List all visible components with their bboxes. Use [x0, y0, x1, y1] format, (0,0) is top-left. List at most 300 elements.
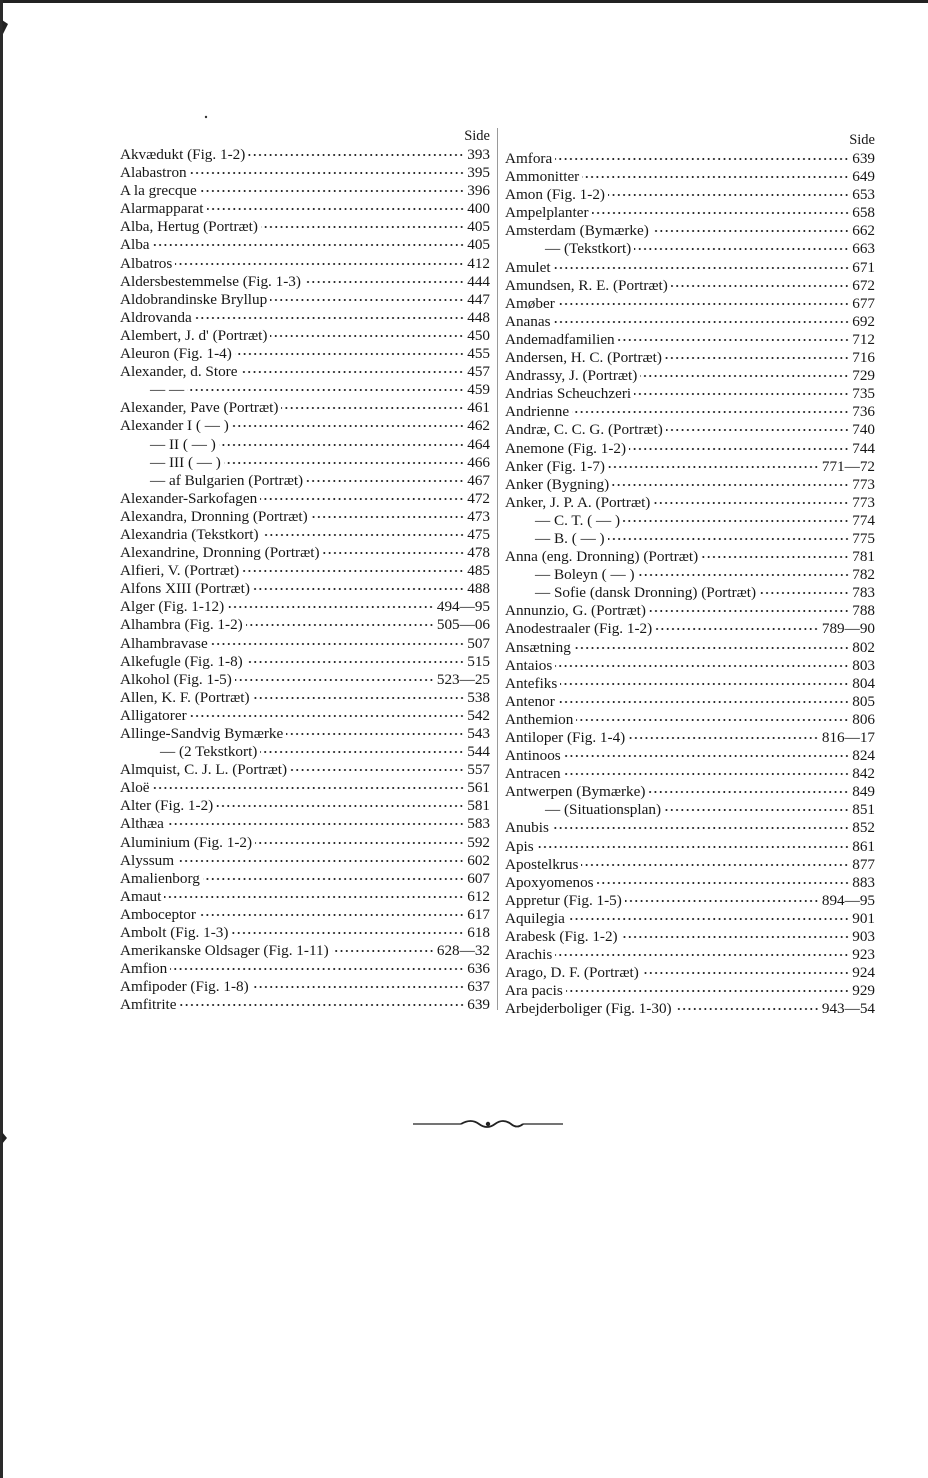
- entry-name: — —: [150, 381, 185, 399]
- entry-name: Amboceptor: [120, 905, 196, 923]
- entry-page: 943—54: [821, 1000, 875, 1018]
- index-entry: [505, 729, 875, 747]
- entry-page: 583: [467, 815, 490, 833]
- entry-page: 662: [852, 222, 875, 240]
- entry-name: Aleuron (Fig. 1-4): [120, 345, 232, 363]
- dot-leader: [628, 737, 819, 739]
- index-entry: [505, 747, 875, 765]
- index-entry: [120, 598, 490, 616]
- right-column: [505, 130, 875, 1019]
- entry-page: 467: [467, 471, 490, 489]
- index-entry: [120, 852, 490, 870]
- index-entry: [120, 345, 490, 363]
- entry-page: 464: [467, 435, 490, 453]
- entry-page: 923: [852, 946, 875, 964]
- entry-page: 894—95: [821, 891, 875, 909]
- index-entry: [120, 924, 490, 942]
- dot-leader: [235, 679, 434, 681]
- index-entry: [505, 168, 875, 186]
- index-entry: [505, 765, 875, 783]
- index-entry: [505, 331, 875, 349]
- entry-name: Alkefugle (Fig. 1-8): [120, 652, 243, 670]
- left-column: [120, 126, 490, 1015]
- dot-leader: [537, 846, 850, 848]
- dot-leader: [612, 484, 849, 486]
- entry-name: Appretur (Fig. 1-5): [505, 891, 622, 909]
- dot-leader: [554, 321, 850, 323]
- entry-page: 716: [852, 349, 875, 367]
- dot-leader: [608, 194, 849, 196]
- index-entry: [120, 653, 490, 671]
- entry-page: 663: [852, 240, 875, 258]
- index-entry: [505, 946, 875, 964]
- index-entry: [120, 580, 490, 598]
- index-entry: [505, 277, 875, 295]
- index-entry: [505, 675, 875, 693]
- dot-leader: [592, 212, 850, 214]
- entry-name: — Boleyn ( — ): [535, 566, 635, 584]
- entry-page: 461: [467, 399, 490, 417]
- entry-name: Apoxyomenos: [505, 873, 594, 891]
- dot-leader: [759, 592, 849, 594]
- dot-leader: [332, 950, 434, 952]
- dot-leader: [558, 701, 849, 703]
- entry-name: Amulet: [505, 258, 551, 276]
- index-entry: [120, 236, 490, 254]
- entry-page: 773: [852, 493, 875, 511]
- index-entry: [120, 309, 490, 327]
- index-entry: [505, 1000, 875, 1018]
- entry-name: Antinoos: [505, 747, 561, 765]
- dot-leader: [270, 335, 464, 337]
- entry-page: 455: [467, 345, 490, 363]
- index-entry: [505, 566, 875, 584]
- entry-page: 775: [852, 529, 875, 547]
- dot-leader: [153, 787, 465, 789]
- entry-page: 805: [852, 692, 875, 710]
- dot-leader: [701, 556, 849, 558]
- index-entry: [505, 584, 875, 602]
- dot-leader: [195, 317, 465, 319]
- entry-page: 448: [467, 308, 490, 326]
- entry-name: Alhambravase: [120, 634, 208, 652]
- entry-name: Alarmapparat: [120, 200, 204, 218]
- entry-page: 636: [467, 960, 490, 978]
- dot-leader: [664, 809, 849, 811]
- dot-leader: [260, 751, 464, 753]
- dot-leader: [581, 864, 849, 866]
- entry-name: Ananas: [505, 312, 551, 330]
- entry-name: Aldobrandinske Bryllup: [120, 290, 268, 308]
- dot-leader: [227, 606, 434, 608]
- entry-page: 877: [852, 855, 875, 873]
- entry-page: 472: [467, 489, 490, 507]
- entry-name: Ammonitter: [505, 168, 580, 186]
- entry-page: 852: [852, 819, 875, 837]
- entry-name: Alfieri, V. (Portræt): [120, 562, 240, 580]
- dot-leader: [232, 425, 464, 427]
- index-entry: [505, 892, 875, 910]
- entry-page: 774: [852, 511, 875, 529]
- entry-page: 405: [467, 218, 490, 236]
- entry-name: — af Bulgarien (Portræt): [150, 471, 304, 489]
- dot-leader: [675, 1008, 819, 1010]
- dot-leader: [164, 896, 464, 898]
- index-entry: [120, 978, 490, 996]
- index-entry: [120, 327, 490, 345]
- entry-page: 396: [467, 182, 490, 200]
- dot-leader: [608, 538, 850, 540]
- entry-page: 744: [852, 439, 875, 457]
- index-entry: [505, 367, 875, 385]
- entry-name: Andræ, C. C. G. (Portræt): [505, 421, 663, 439]
- index-entry: [120, 671, 490, 689]
- dot-leader: [640, 375, 849, 377]
- index-entry: [120, 399, 490, 417]
- dot-leader: [187, 389, 464, 391]
- entry-name: Alexandrine, Dronning (Portræt): [120, 544, 320, 562]
- entry-name: Alkohol (Fig. 1-5): [120, 670, 232, 688]
- entry-page: 400: [467, 200, 490, 218]
- end-ornament: [413, 1117, 563, 1131]
- entry-page: 618: [467, 924, 490, 942]
- dot-leader: [286, 733, 464, 735]
- left-entry-list: [120, 146, 490, 1015]
- entry-page: 412: [467, 254, 490, 272]
- index-entry: [120, 562, 490, 580]
- index-entry: [120, 454, 490, 472]
- dot-leader: [638, 574, 850, 576]
- entry-page: 804: [852, 674, 875, 692]
- dot-leader: [253, 588, 464, 590]
- dot-leader: [554, 267, 850, 269]
- index-entry: [120, 472, 490, 490]
- entry-name: Arabesk (Fig. 1-2): [505, 928, 618, 946]
- index-entry: [120, 255, 490, 273]
- dot-leader: [572, 411, 849, 413]
- entry-page: 505—06: [436, 616, 490, 634]
- entry-page: 802: [852, 638, 875, 656]
- index-entry: [505, 458, 875, 476]
- index-entry: [505, 313, 875, 331]
- index-entry: [505, 838, 875, 856]
- entry-page: 542: [467, 706, 490, 724]
- dot-leader: [190, 172, 465, 174]
- entry-page: 903: [852, 928, 875, 946]
- entry-page: 507: [467, 634, 490, 652]
- dot-leader: [649, 610, 849, 612]
- index-entry: [120, 417, 490, 435]
- entry-page: 457: [467, 363, 490, 381]
- dot-leader: [625, 900, 819, 902]
- dot-leader: [246, 661, 464, 663]
- entry-name: Albatros: [120, 254, 173, 272]
- entry-name: Annunzio, G. (Portræt): [505, 602, 646, 620]
- index-entry: [120, 273, 490, 291]
- entry-page: 861: [852, 837, 875, 855]
- entry-page: 515: [467, 652, 490, 670]
- dot-leader: [618, 339, 850, 341]
- dot-leader: [290, 769, 464, 771]
- index-entry: [505, 783, 875, 801]
- index-entry: [505, 349, 875, 367]
- index-entry: [120, 870, 490, 888]
- index-entry: [505, 693, 875, 711]
- entry-name: Andrias Scheuchzeri: [505, 385, 632, 403]
- index-entry: [505, 512, 875, 530]
- index-entry: [505, 620, 875, 638]
- index-entry: [505, 711, 875, 729]
- entry-name: Allinge-Sandvig Bymærke: [120, 725, 284, 742]
- entry-name: Alexander I ( — ): [120, 417, 229, 435]
- entry-page: 637: [467, 978, 490, 996]
- entry-page: 639: [467, 996, 490, 1014]
- dot-leader: [574, 647, 849, 649]
- dot-leader: [248, 154, 464, 156]
- dot-leader: [177, 860, 464, 862]
- dot-leader: [655, 628, 819, 630]
- entry-name: Althæa: [120, 815, 164, 833]
- entry-name: Alger (Fig. 1-12): [120, 598, 225, 616]
- index-entry: [505, 186, 875, 204]
- index-entry: [120, 544, 490, 562]
- entry-page: 602: [467, 851, 490, 869]
- dot-leader: [671, 285, 849, 287]
- index-entry: [120, 761, 490, 779]
- dot-leader: [623, 520, 849, 522]
- entry-page: 617: [467, 905, 490, 923]
- dot-leader: [270, 299, 464, 301]
- entry-name: Andersen, H. C. (Portræt): [505, 349, 662, 367]
- index-entry: [120, 381, 490, 399]
- entry-page: 444: [467, 272, 490, 290]
- index-entry: [120, 960, 490, 978]
- dot-leader: [555, 954, 849, 956]
- entry-page: 677: [852, 294, 875, 312]
- dot-leader: [252, 986, 465, 988]
- entry-page: 395: [467, 164, 490, 182]
- entry-page: 782: [852, 566, 875, 584]
- index-entry: [505, 240, 875, 258]
- entry-page: 816—17: [821, 729, 875, 746]
- dot-leader: [231, 932, 464, 934]
- entry-name: Akvædukt (Fig. 1-2): [120, 146, 246, 163]
- side-label: Side: [849, 132, 875, 148]
- dot-leader: [652, 230, 849, 232]
- entry-page: 612: [467, 887, 490, 905]
- dot-leader: [634, 248, 849, 250]
- dot-leader: [648, 791, 849, 793]
- dot-leader: [634, 393, 849, 395]
- entry-name: Alexander, Pave (Portræt): [120, 399, 279, 417]
- dot-leader: [246, 624, 434, 626]
- entry-name: Aquilegia: [505, 909, 565, 927]
- index-entry: [505, 928, 875, 946]
- entry-name: Arbejderboliger (Fig. 1-30): [505, 1000, 672, 1018]
- index-entry: [505, 385, 875, 403]
- dot-leader: [216, 805, 464, 807]
- entry-name: — B. ( — ): [535, 529, 605, 547]
- index-entry: [505, 440, 875, 458]
- entry-page: 712: [852, 330, 875, 348]
- dot-leader: [621, 936, 850, 938]
- index-entry: [505, 910, 875, 928]
- index-entry: [505, 476, 875, 494]
- entry-name: Ara pacis: [505, 982, 563, 1000]
- dot-leader: [200, 190, 464, 192]
- entry-name: Amaut: [120, 887, 162, 905]
- entry-name: Antracen: [505, 765, 561, 783]
- dot-leader: [203, 878, 464, 880]
- side-label: Side: [464, 128, 490, 144]
- entry-name: — (2 Tekstkort): [160, 743, 258, 761]
- entry-page: 773: [852, 475, 875, 493]
- entry-name: Amsterdam (Bymærke): [505, 222, 649, 240]
- index-entry: [120, 815, 490, 833]
- entry-name: Ansætning: [505, 638, 571, 656]
- entry-name: — III ( — ): [150, 453, 221, 471]
- dot-leader: [211, 643, 465, 645]
- dot-leader: [262, 534, 465, 536]
- entry-name: Alembert, J. d' (Portræt): [120, 326, 268, 344]
- entry-page: 459: [467, 381, 490, 399]
- index-entry: [120, 888, 490, 906]
- entry-name: Aldersbestemmelse (Fig. 1-3): [120, 272, 301, 290]
- entry-page: 523—25: [436, 670, 490, 688]
- index-entry: [120, 363, 490, 381]
- entry-page: 561: [467, 779, 490, 797]
- entry-name: Andemadfamilien: [505, 330, 615, 348]
- entry-page: 557: [467, 761, 490, 779]
- index-entry: [505, 295, 875, 313]
- entry-page: 592: [467, 833, 490, 851]
- index-entry: [120, 616, 490, 634]
- dot-leader: [304, 281, 464, 283]
- index-entry: [120, 164, 490, 182]
- index-entry: [120, 200, 490, 218]
- entry-page: 824: [852, 747, 875, 765]
- dot-leader: [558, 303, 849, 305]
- dot-leader: [253, 697, 465, 699]
- entry-name: Amfora: [505, 150, 553, 167]
- index-entry: [505, 548, 875, 566]
- dot-leader: [167, 823, 464, 825]
- dot-leader: [555, 158, 849, 160]
- entry-name: Antefiks: [505, 674, 558, 692]
- dot-leader: [564, 755, 850, 757]
- entry-name: Amfion: [120, 960, 168, 978]
- entry-name: Antenor: [505, 692, 555, 710]
- index-entry: [120, 635, 490, 653]
- entry-page: 788: [852, 602, 875, 620]
- index-entry: [120, 526, 490, 544]
- dot-leader: [311, 516, 465, 518]
- entry-name: Alexandra, Dronning (Portræt): [120, 507, 308, 525]
- entry-name: Amalienborg: [120, 869, 200, 887]
- index-entry: [505, 874, 875, 892]
- entry-page: 806: [852, 710, 875, 728]
- dot-leader: [255, 842, 464, 844]
- entry-page: 653: [852, 186, 875, 204]
- index-entry: [120, 291, 490, 309]
- dot-leader: [224, 462, 464, 464]
- entry-name: Aldrovanda: [120, 308, 192, 326]
- entry-page: 692: [852, 312, 875, 330]
- entry-page: 393: [467, 146, 490, 163]
- entry-name: Andrassy, J. (Portræt): [505, 367, 638, 385]
- entry-name: Aloë: [120, 779, 150, 797]
- index-entry: [505, 856, 875, 874]
- entry-name: — (Tekstkort): [545, 240, 632, 258]
- dot-leader: [306, 480, 464, 482]
- entry-name: — Sofie (dansk Dronning) (Portræt): [535, 584, 757, 602]
- entry-page: 789—90: [821, 620, 875, 638]
- index-entry: [120, 218, 490, 236]
- entry-page: 672: [852, 276, 875, 294]
- entry-name: Amerikanske Oldsager (Fig. 1-11): [120, 942, 329, 960]
- entry-page: 803: [852, 656, 875, 674]
- dot-leader: [552, 827, 849, 829]
- index-entry: [120, 689, 490, 707]
- index-entry: [505, 801, 875, 819]
- entry-name: Anubis: [505, 819, 549, 837]
- index-entry: [120, 725, 490, 743]
- index-entry: [505, 819, 875, 837]
- dot-leader: [582, 176, 849, 178]
- entry-name: Alhambra (Fig. 1-2): [120, 616, 243, 634]
- entry-page: 849: [852, 783, 875, 801]
- dot-leader: [219, 444, 464, 446]
- entry-page: 628—32: [436, 942, 490, 960]
- entry-name: Alba: [120, 236, 150, 254]
- entry-page: 771—72: [821, 457, 875, 475]
- entry-page: 466: [467, 453, 490, 471]
- index-entry: [120, 797, 490, 815]
- entry-name: Anemone (Fig. 1-2): [505, 439, 627, 457]
- entry-name: — (Situationsplan): [545, 801, 662, 819]
- entry-page: 639: [852, 150, 875, 167]
- index-entry: [120, 182, 490, 200]
- dot-leader: [566, 990, 849, 992]
- index-entry: [505, 657, 875, 675]
- index-entry: [120, 779, 490, 797]
- dot-leader: [240, 371, 464, 373]
- index-entry: [120, 436, 490, 454]
- entry-name: Amundsen, R. E. (Portræt): [505, 276, 668, 294]
- entry-page: 447: [467, 290, 490, 308]
- entry-name: A la grecque: [120, 182, 197, 200]
- dot-leader: [555, 665, 849, 667]
- dot-leader: [323, 552, 465, 554]
- index-entry: [505, 494, 875, 512]
- entry-name: Alexander, d. Store: [120, 363, 238, 381]
- entry-name: Almquist, C. J. L. (Portræt): [120, 761, 288, 779]
- entry-name: Ampelplanter: [505, 204, 589, 222]
- index-entry: [120, 834, 490, 852]
- index-entry: [120, 508, 490, 526]
- index-entry: [120, 743, 490, 761]
- dot-leader: [261, 226, 464, 228]
- dot-leader: [180, 1004, 465, 1006]
- index-entry: [505, 222, 875, 240]
- entry-name: Amøber: [505, 294, 555, 312]
- dot-leader: [207, 208, 465, 210]
- entry-page: 607: [467, 869, 490, 887]
- entry-name: Alexander-Sarkofagen: [120, 489, 258, 507]
- entry-page: 729: [852, 367, 875, 385]
- dot-leader: [170, 968, 464, 970]
- index-entry: [505, 403, 875, 421]
